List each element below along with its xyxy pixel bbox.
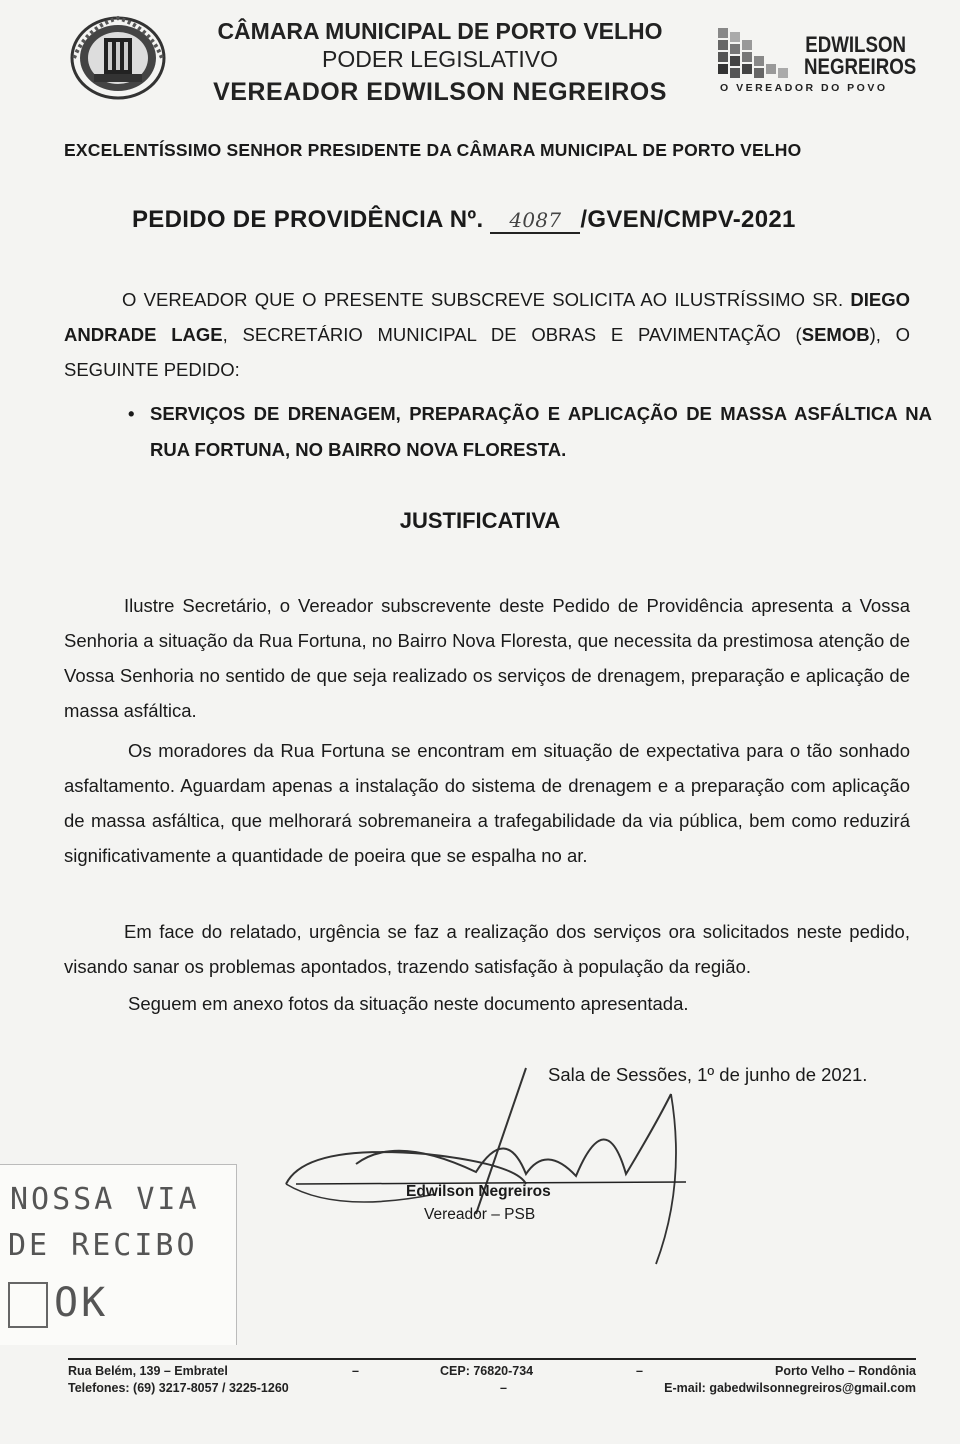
header-legislative-power: PODER LEGISLATIVO	[321, 46, 559, 72]
intro-text-2: , SECRETÁRIO MUNICIPAL DE OBRAS E PAVIMENTAÇÃO (	[222, 324, 802, 345]
logo-slogan: O VEREADOR DO POVO	[720, 82, 888, 94]
semob-acronym: SEMOB	[801, 324, 870, 345]
footer-cep: CEP: 76820-734	[440, 1364, 534, 1378]
footer-phones: Telefones: (69) 3217-8057 / 3225-1260	[68, 1381, 289, 1395]
note-line-1: NOSSA VIA	[10, 1182, 200, 1217]
note-checkbox	[8, 1282, 48, 1328]
request-number-handwritten: 4087	[490, 208, 580, 234]
intro-text-3: ), O SEGUINTE PEDIDO:	[64, 324, 911, 380]
header-councilman: VEREADOR EDWILSON NEGREIROS	[213, 78, 667, 106]
request-title-prefix: PEDIDO DE PROVIDÊNCIA Nº.	[132, 206, 484, 233]
footer-city: Porto Velho – Rondônia	[775, 1364, 916, 1378]
signer-role: Vereador – PSB	[424, 1206, 536, 1223]
footer-divider	[68, 1358, 916, 1360]
intro-paragraph	[64, 282, 910, 387]
signature-scribble	[276, 1064, 696, 1284]
footer-separator-2: –	[500, 1381, 507, 1395]
header-chamber-name: CÂMARA MUNICIPAL DE PORTO VELHO	[217, 18, 663, 44]
place-and-date: Sala de Sessões, 1º de junho de 2021.	[548, 1064, 868, 1085]
note-line-2: DE RECIBO	[8, 1228, 198, 1263]
footer-address: Rua Belém, 139 – Embratel	[68, 1364, 228, 1378]
justification-paragraph-2: Os moradores da Rua Fortuna se encontram em situação de expectativa para o tão sonhado asfaltamento. Aguardam apenas a instalação do sistema de drenagem e a preparação com aplicação de massa asfáltica, que melhorará sobremaneira a trafegabilidade da via pública, bem como reduzirá significativamente a quantidade de poeira que se espalha no ar.	[64, 740, 910, 866]
chamber-seal-logo	[66, 8, 170, 106]
request-title	[132, 206, 796, 234]
footer-email: E-mail: gabedwilsonnegreiros@gmail.com	[664, 1381, 916, 1395]
justification-paragraph-4: Seguem em anexo fotos da situação neste documento apresentada.	[128, 993, 689, 1014]
footer-separator-1: –	[352, 1364, 359, 1378]
footer-separator-3: –	[636, 1364, 643, 1378]
request-bullet-item: • SERVIÇOS DE DRENAGEM, PREPARAÇÃO E APLICAÇÃO DE MASSA ASFÁLTICA NA RUA FORTUNA, NO BAIRRO NOVA FLORESTA.	[128, 396, 932, 468]
signer-name: Edwilson Negreiros	[406, 1183, 551, 1200]
note-line-3: OK	[54, 1280, 109, 1326]
justification-paragraph-1: Ilustre Secretário, o Vereador subscrevente deste Pedido de Providência apresenta a Vossa Senhoria a situação da Rua Fortuna, no Bairro Nova Floresta, que necessita da prestimosa atenção de Vossa Senhoria no sentido de que seja realizado os serviços de drenagem, preparação e aplicação de massa asfáltica.	[64, 595, 910, 721]
justification-title: JUSTIFICATIVA	[399, 508, 561, 533]
secretary-name: DIEGO ANDRADE LAGE	[64, 289, 910, 345]
addressee-line: EXCELENTÍSSIMO SENHOR PRESIDENTE DA CÂMARA MUNICIPAL DE PORTO VELHO	[64, 140, 802, 160]
edwilson-logo-graphic	[718, 28, 790, 82]
logo-name-first: EDWILSON	[805, 32, 906, 57]
logo-name-last: NEGREIROS	[804, 54, 917, 79]
intro-text-1: O VEREADOR QUE O PRESENTE SUBSCREVE SOLICITA AO ILUSTRÍSSIMO SR.	[122, 289, 851, 310]
justification-paragraph-3: Em face do relatado, urgência se faz a realização dos serviços ora solicitados neste pedido, visando sanar os problemas apontados, trazendo satisfação à população da região.	[64, 921, 910, 977]
logo-name	[804, 32, 917, 79]
request-title-suffix: /GVEN/CMPV-2021	[580, 206, 796, 233]
